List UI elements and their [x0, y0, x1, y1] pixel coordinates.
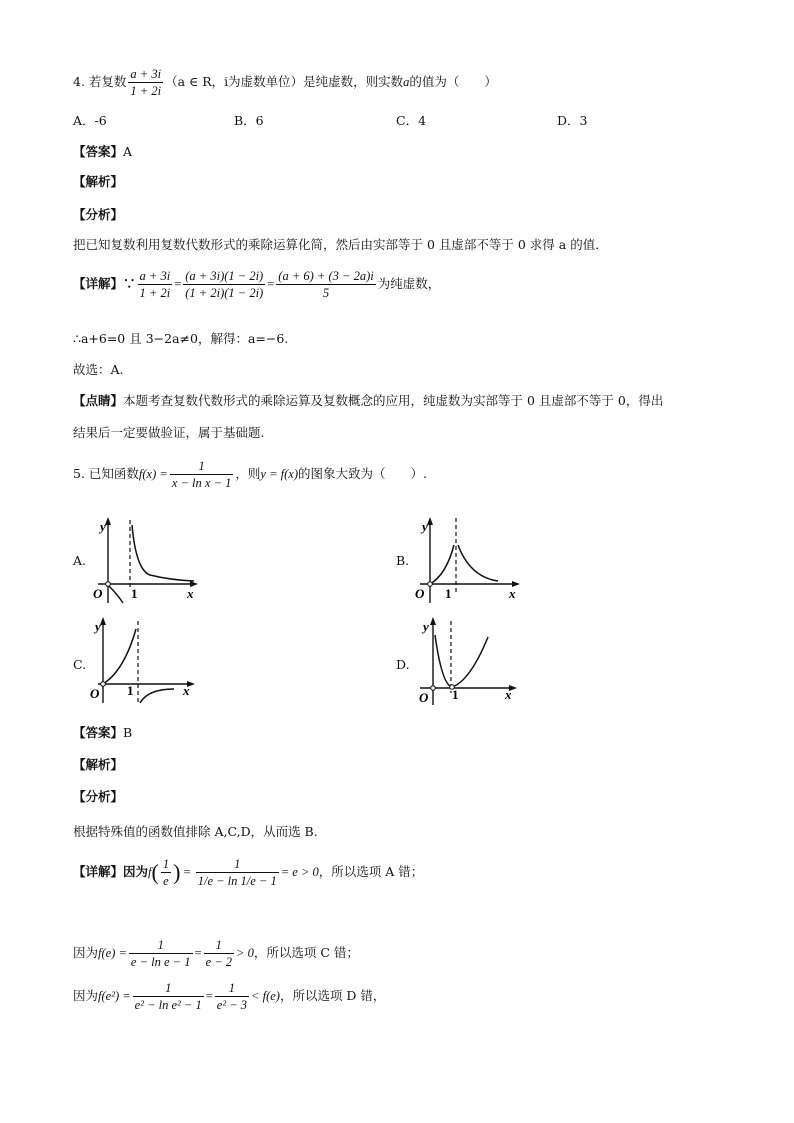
q5-d1-rhs: = e > 0 — [280, 865, 319, 879]
q5-fenxi-label: 【分析】 — [73, 789, 124, 804]
frac-num: a + 3i — [139, 269, 171, 283]
q5-d3-frac2 — [215, 980, 249, 1013]
graph-a-label: A. — [73, 553, 87, 568]
frac-num: 1 — [170, 458, 234, 475]
frac-num: 1 — [204, 937, 234, 954]
frac-den: e − ln e − 1 — [130, 955, 191, 969]
q5-answer — [73, 723, 132, 741]
q4-option-d: D．3 — [557, 113, 588, 128]
q5-d1-frac — [196, 856, 279, 889]
detail-label: 【详解】因为 — [73, 864, 149, 879]
q4-detail-frac3 — [276, 268, 375, 301]
q5-stem-pre: 已知函数 — [88, 466, 139, 481]
q5-d2-rhs: > 0 — [236, 946, 254, 960]
q4-detail-frac1 — [138, 268, 173, 301]
q4-detail-after: 为纯虚数， — [377, 276, 441, 291]
q5-d3-lhs: f(e²) = — [98, 989, 131, 1003]
q5-yfx: y = f(x) — [260, 467, 299, 481]
q4-comment-text: 本题考查复数代数形式的乘除运算及复数概念的应用，纯虚数为实部等于 0 且虚部不等于 0，得出 — [123, 393, 664, 408]
origin-label: O — [419, 690, 429, 705]
q5-detail-2: 因为f(e) = $\frac{1}{\text{e − ln e − 1}}$ = $\frac{1}{e - 2}$ > 0，所以选项 C 错； — [73, 938, 359, 969]
one-tick-label: 1 — [452, 687, 459, 702]
q4-fenxi-text: 把已知复数利用复数代数形式的乘除运算化简，然后由实部等于 0 且虚部不等于 0 求得 a 的值． — [73, 237, 608, 252]
q5-answer-value: B — [123, 725, 133, 740]
graph-b-label: B. — [396, 553, 410, 568]
frac-den: (1 + 2i)(1 − 2i) — [185, 286, 264, 300]
q5-analysis-label: 【解析】 — [73, 757, 124, 772]
graph-c-label: C. — [73, 657, 87, 672]
q4-fenxi-label: 【分析】 — [73, 207, 124, 222]
graph-d — [412, 615, 527, 707]
q4-var: a — [403, 75, 410, 89]
q4-detail: 【详解】∵ $\frac{a + 3i}{1 + 2i}$ = $\frac{(a + 3i)(1 - 2i)}{(1 + 2i)(1 - 2i)}$ = $\frac{(a + 6) + (3 - 2a)i}{5}$ 为纯虚数， — [73, 269, 441, 300]
frac-num: 1 — [215, 980, 249, 997]
frac-num: (a + 3i)(1 − 2i) — [185, 269, 264, 283]
y-axis-label: y — [422, 519, 428, 534]
q4-fraction — [128, 66, 163, 99]
q4-option-a: A．-6 — [73, 113, 107, 128]
q5-mid: ，则 — [235, 466, 261, 481]
one-tick-label: 1 — [131, 586, 138, 601]
x-axis-label: x — [509, 586, 516, 601]
q4-stem — [73, 66, 497, 99]
frac-den: e² − ln e² − 1 — [134, 998, 202, 1012]
answer-label: 【答案】 — [73, 144, 124, 159]
q5-d3-tail: ，所以选项 D 错， — [279, 988, 386, 1003]
x-axis-label: x — [183, 683, 190, 698]
q4-stem-post: 的值为（ ） — [409, 74, 497, 89]
origin-label: O — [415, 586, 425, 601]
x-axis-label: x — [187, 586, 194, 601]
q5-d3-pre: 因为 — [73, 988, 99, 1003]
q4-number: 4. — [73, 74, 89, 89]
q4-stem-pre: 若复数 — [88, 74, 127, 89]
origin-label: O — [93, 586, 103, 601]
q4-answer — [73, 142, 132, 160]
q4-detail-frac2 — [183, 268, 265, 301]
q5-stem — [73, 458, 427, 491]
graph-c — [90, 615, 205, 705]
q5-detail-1: 【详解】因为f( $\frac{1}{e}$ ) = $\frac{1}{1/e - \ln 1/e - 1}$ = e > 0，所以选项 A 错； — [73, 857, 424, 888]
q4-so-line: ∴a+6=0 且 3−2a≠0，解得：a=−6. — [73, 331, 289, 346]
frac-num: (a + 6) + (3 − 2a)i — [278, 269, 374, 283]
y-axis-label: y — [423, 619, 429, 634]
q4-frac-num: a + 3i — [130, 67, 162, 81]
q5-d3-rhs: < f(e) — [251, 989, 280, 1003]
frac-den: x − ln x − 1 — [171, 476, 232, 490]
q5-d3-frac1 — [133, 980, 204, 1013]
q4-option-c: C．4 — [396, 113, 427, 128]
q5-d2-pre: 因为 — [73, 945, 99, 960]
q5-fx: f(x) = — [138, 467, 168, 481]
q5-fenxi-text: 根据特殊值的函数值排除 A,C,D，从而选 B. — [73, 824, 318, 839]
graph-d-label: D. — [396, 657, 410, 672]
q4-choose-line: 故选：A. — [73, 362, 124, 377]
q5-stem-post: 的图象大致为（ ）. — [298, 466, 427, 481]
frac-den: 1/e − ln 1/e − 1 — [197, 874, 277, 888]
q4-frac-den: 1 + 2i — [130, 84, 162, 98]
frac-den: 5 — [322, 286, 330, 300]
x-axis-label: x — [505, 687, 512, 702]
q4-option-b: B．6 — [234, 113, 264, 128]
one-tick-label: 1 — [445, 586, 452, 601]
q5-d2-frac2 — [204, 937, 234, 970]
q5-d1-inner-frac — [161, 856, 171, 889]
frac-den: e − 2 — [205, 955, 233, 969]
comment-label: 【点睛】 — [73, 393, 124, 408]
y-axis-label: y — [100, 519, 106, 534]
q4-paren: （a ∈ R，i为虚数单位）是纯虚数，则实数 — [165, 74, 404, 89]
q5-d1-tail: ，所以选项 A 错； — [318, 864, 424, 879]
frac-num: 1 — [133, 980, 204, 997]
q5-d2-frac1 — [129, 937, 193, 970]
q5-fraction — [170, 458, 234, 491]
q5-detail-3: 因为f(e²) = $\frac{1}{\text{e² − ln e² − 1}}$ = $\frac{1}{\text{e² − 3}}$ < f(e)，所以选项 D 错， — [73, 981, 386, 1012]
frac-num: 1 — [129, 937, 193, 954]
q4-comment-l2: 结果后一定要做验证，属于基础题. — [73, 425, 265, 440]
q4-answer-value: A — [123, 144, 133, 159]
q4-analysis-label: 【解析】 — [73, 174, 124, 189]
graph-b — [412, 515, 527, 605]
q4-comment-l1 — [73, 391, 663, 409]
q5-d1-lhs: f — [148, 865, 152, 879]
detail-label: 【详解】∵ — [73, 276, 136, 291]
frac-num: 1 — [196, 856, 279, 873]
q5-d2-lhs: f(e) = — [98, 946, 127, 960]
frac-den: e² − 3 — [216, 998, 248, 1012]
origin-label: O — [90, 686, 100, 701]
q5-number: 5. — [73, 466, 89, 481]
one-tick-label: 1 — [127, 683, 134, 698]
graph-a — [90, 515, 205, 605]
frac-den: e — [163, 874, 169, 888]
frac-den: 1 + 2i — [139, 286, 171, 300]
answer-label: 【答案】 — [73, 725, 124, 740]
y-axis-label: y — [95, 619, 101, 634]
q5-d2-tail: ，所以选项 C 错； — [253, 945, 359, 960]
frac-num: 1 — [162, 857, 170, 871]
